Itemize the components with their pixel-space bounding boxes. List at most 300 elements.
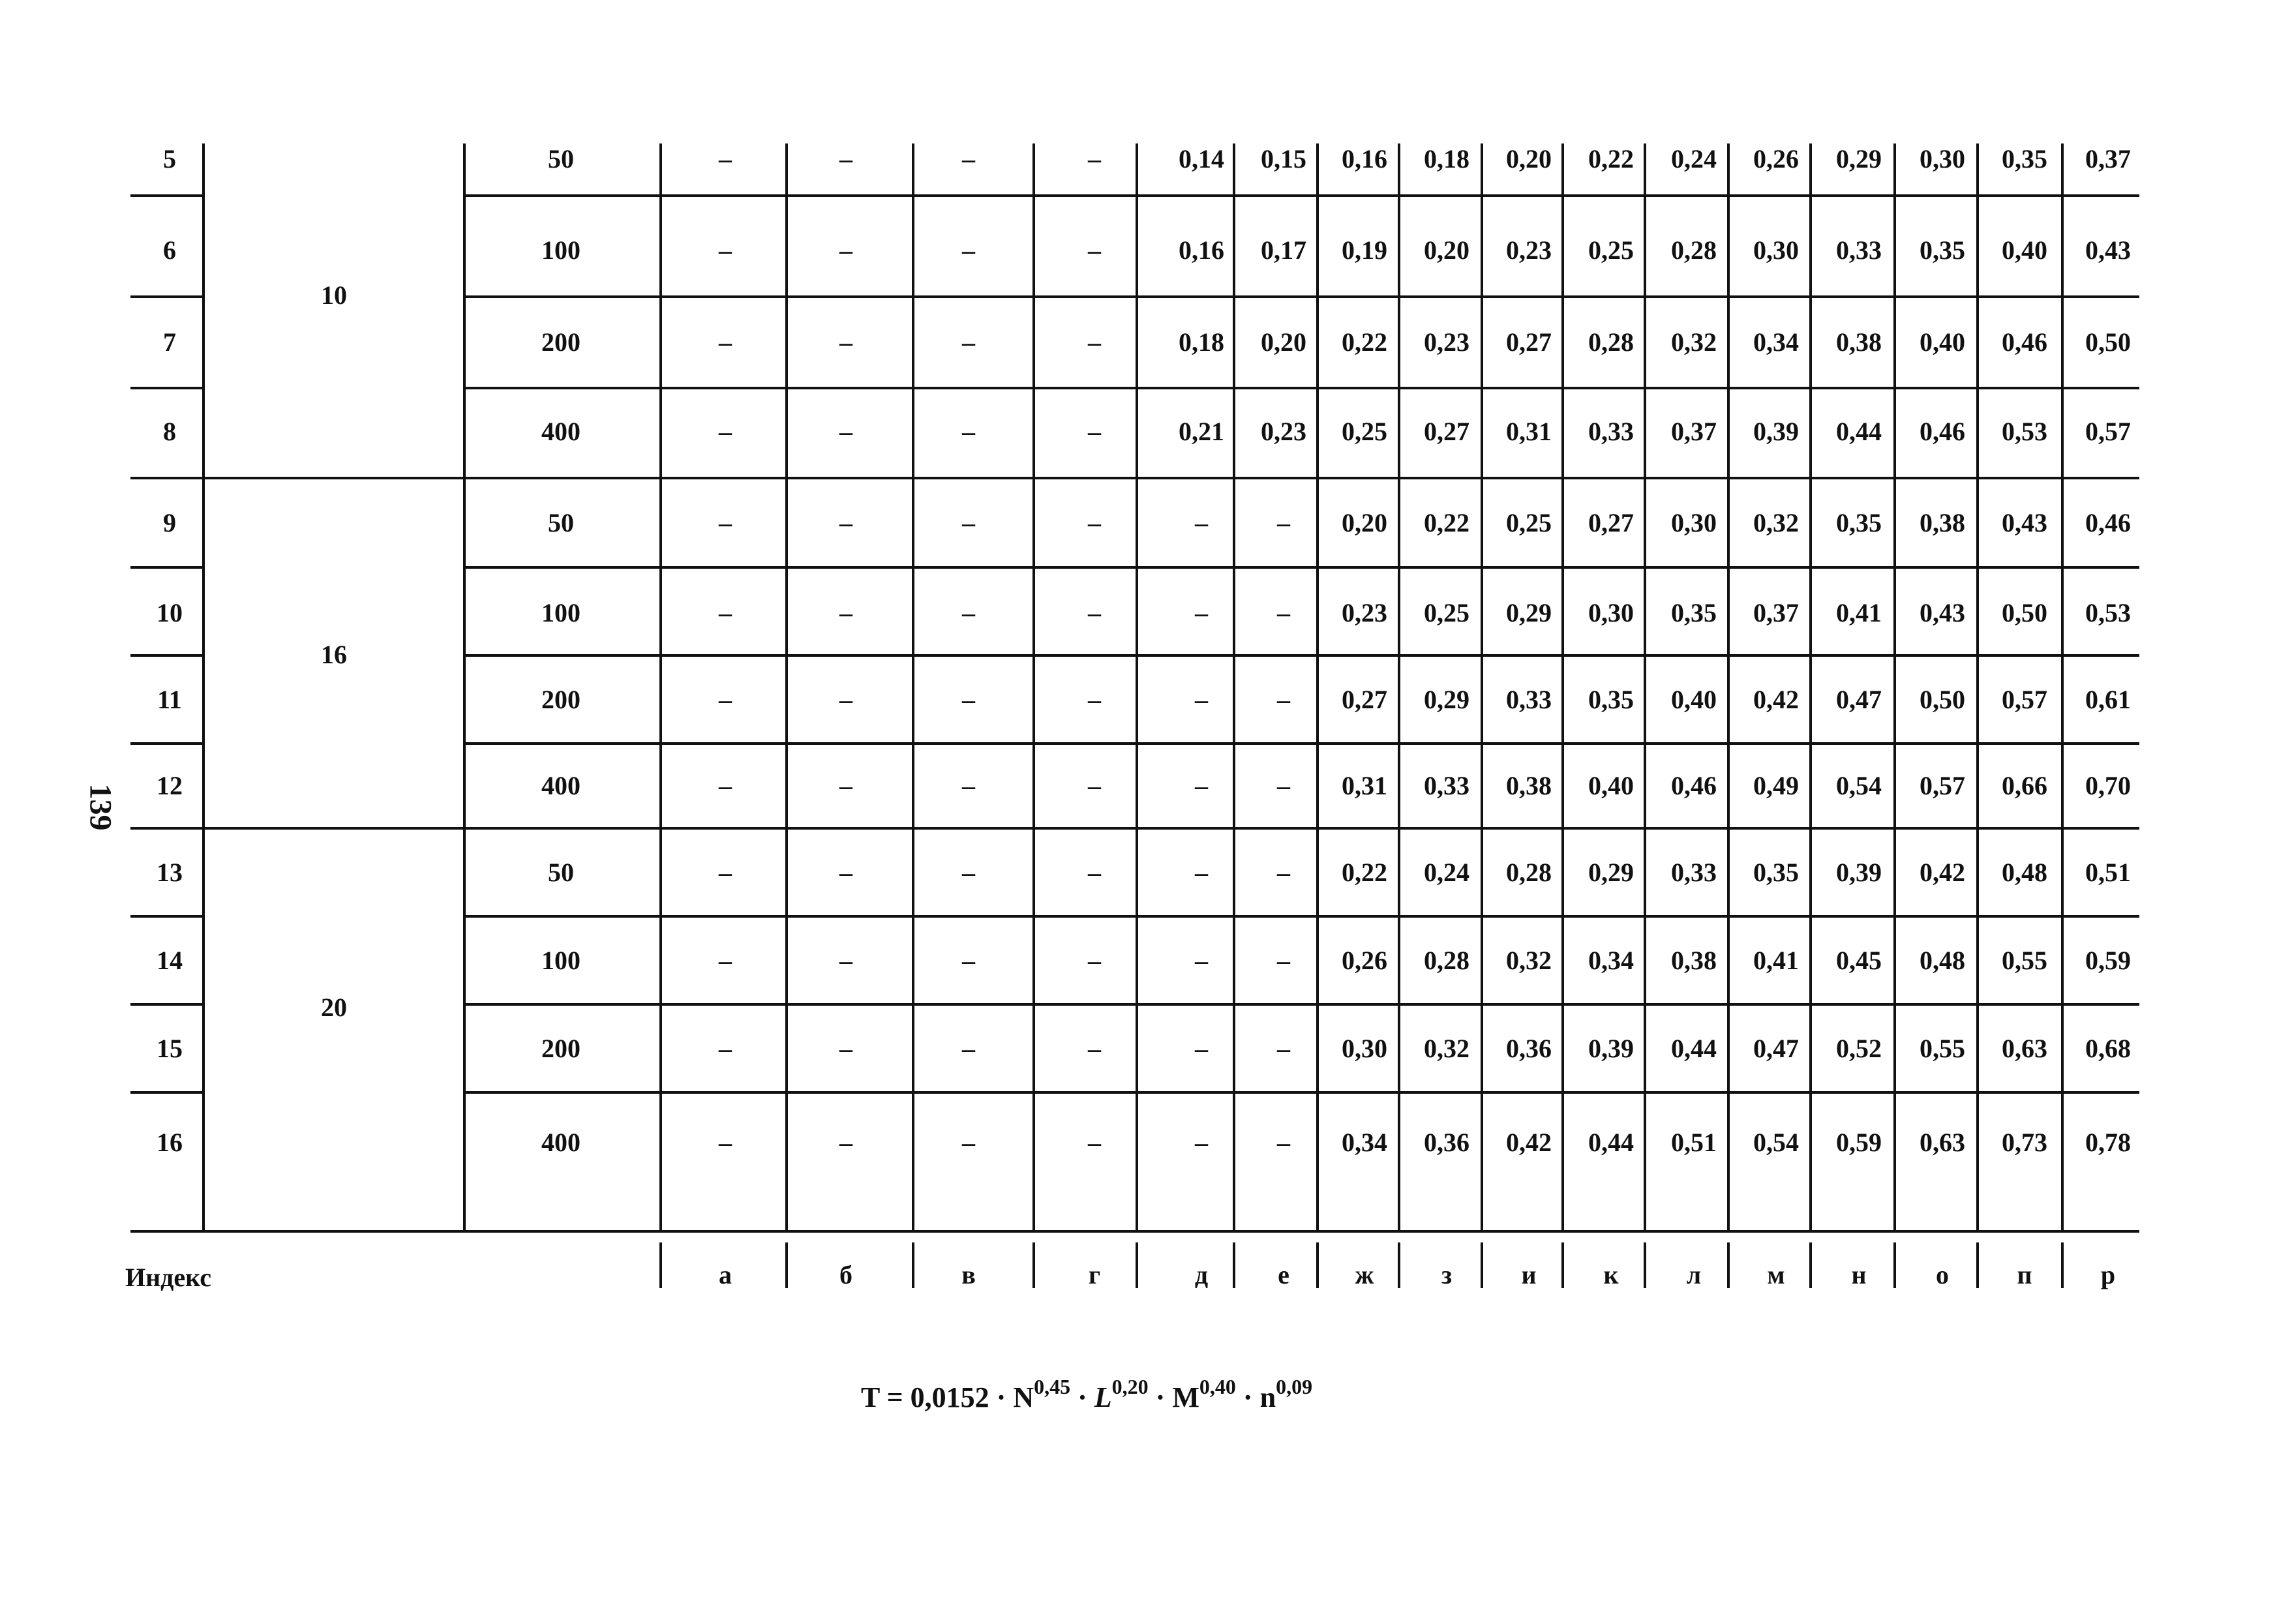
table-cell: – bbox=[962, 327, 975, 357]
row-number: 8 bbox=[163, 417, 176, 446]
column-divider bbox=[659, 143, 662, 1231]
table-cell: 0,27 bbox=[1506, 327, 1552, 357]
table-cell: 0,50 bbox=[2085, 327, 2131, 357]
table-cell: – bbox=[1277, 685, 1290, 714]
table-cell: 0,70 bbox=[2085, 771, 2131, 800]
row-value: 50 bbox=[548, 144, 574, 173]
row-value: 400 bbox=[541, 417, 580, 446]
table-cell: 0,25 bbox=[1588, 235, 1634, 265]
table-cell: 0,29 bbox=[1836, 144, 1882, 173]
table-cell: – bbox=[1195, 771, 1208, 800]
table-cell: 0,29 bbox=[1506, 598, 1552, 627]
table-cell: – bbox=[962, 508, 975, 537]
table-cell: – bbox=[1088, 508, 1101, 537]
table-cell: – bbox=[1277, 1128, 1290, 1157]
table-cell: 0,21 bbox=[1179, 417, 1224, 446]
table-cell: – bbox=[1195, 685, 1208, 714]
index-divider bbox=[1727, 1242, 1730, 1288]
table-cell: – bbox=[839, 598, 852, 627]
table-cell: 0,55 bbox=[2002, 946, 2047, 975]
table-cell: 0,16 bbox=[1179, 235, 1224, 265]
row-number: 5 bbox=[163, 144, 176, 173]
table-cell: – bbox=[1277, 946, 1290, 975]
table-cell: 0,19 bbox=[1342, 235, 1387, 265]
table-cell: 0,23 bbox=[1342, 598, 1387, 627]
table-cell: 0,20 bbox=[1424, 235, 1469, 265]
row-separator bbox=[464, 194, 2139, 197]
index-divider bbox=[1481, 1242, 1483, 1288]
table-cell: 0,42 bbox=[1920, 858, 1965, 887]
table-cell: – bbox=[1195, 858, 1208, 887]
index-letter: в bbox=[961, 1260, 976, 1289]
table-cell: 0,33 bbox=[1424, 771, 1469, 800]
table-cell: 0,40 bbox=[1588, 771, 1634, 800]
table-cell: 0,55 bbox=[1920, 1034, 1965, 1063]
table-cell: 0,57 bbox=[1920, 771, 1965, 800]
row-separator bbox=[464, 1003, 2139, 1006]
table-cell: 0,43 bbox=[1920, 598, 1965, 627]
table-cell: – bbox=[962, 235, 975, 265]
row-number: 14 bbox=[157, 946, 183, 975]
row-number: 11 bbox=[157, 685, 182, 714]
row-value: 100 bbox=[541, 946, 580, 975]
table-cell: 0,14 bbox=[1179, 144, 1224, 173]
table-cell: – bbox=[839, 771, 852, 800]
table-cell: 0,28 bbox=[1588, 327, 1634, 357]
table-cell: – bbox=[1088, 598, 1101, 627]
table-cell: – bbox=[1088, 1128, 1101, 1157]
column-divider bbox=[1809, 143, 1812, 1231]
table-cell: 0,37 bbox=[1753, 598, 1799, 627]
table-cell: 0,30 bbox=[1588, 598, 1634, 627]
table-cell: 0,68 bbox=[2085, 1034, 2131, 1063]
table-cell: 0,30 bbox=[1342, 1034, 1387, 1063]
formula-n-base: N bbox=[1013, 1381, 1034, 1413]
table-cell: 0,50 bbox=[1920, 685, 1965, 714]
row-separator bbox=[130, 1003, 203, 1006]
table-cell: – bbox=[719, 1034, 732, 1063]
row-number: 7 bbox=[163, 327, 176, 357]
table-cell: 0,35 bbox=[1588, 685, 1634, 714]
table-cell: 0,46 bbox=[2002, 327, 2047, 357]
index-letter: г bbox=[1088, 1260, 1101, 1289]
row-separator bbox=[130, 1091, 203, 1094]
table-cell: 0,37 bbox=[2085, 144, 2131, 173]
column-divider bbox=[1561, 143, 1564, 1231]
index-letter: и bbox=[1521, 1260, 1537, 1289]
table-cell: – bbox=[719, 946, 732, 975]
table-cell: 0,63 bbox=[2002, 1034, 2047, 1063]
table-cell: – bbox=[719, 1128, 732, 1157]
row-value: 400 bbox=[541, 1128, 580, 1157]
index-letter: р bbox=[2100, 1260, 2116, 1289]
row-number: 10 bbox=[157, 598, 183, 627]
table-cell: – bbox=[962, 685, 975, 714]
formula-n-exponent: 0,45 bbox=[1034, 1375, 1071, 1398]
row-separator bbox=[464, 742, 2139, 745]
row-separator bbox=[464, 654, 2139, 657]
formula-sep-1: · bbox=[1070, 1381, 1094, 1413]
table-cell: – bbox=[719, 508, 732, 537]
table-cell: 0,27 bbox=[1588, 508, 1634, 537]
table-cell: 0,54 bbox=[1836, 771, 1882, 800]
table-cell: 0,35 bbox=[1836, 508, 1882, 537]
table-cell: 0,47 bbox=[1753, 1034, 1799, 1063]
table-cell: 0,46 bbox=[1671, 771, 1717, 800]
table-cell: 0,25 bbox=[1424, 598, 1469, 627]
table-cell: 0,35 bbox=[1753, 858, 1799, 887]
table-cell: – bbox=[839, 235, 852, 265]
group-label: 20 bbox=[321, 993, 347, 1022]
index-divider bbox=[912, 1242, 914, 1288]
table-cell: 0,45 bbox=[1836, 946, 1882, 975]
table-cell: 0,44 bbox=[1588, 1128, 1634, 1157]
table-cell: – bbox=[962, 598, 975, 627]
table-cell: – bbox=[1277, 858, 1290, 887]
table-cell: 0,30 bbox=[1920, 144, 1965, 173]
table-cell: – bbox=[1195, 598, 1208, 627]
column-divider bbox=[1136, 143, 1138, 1231]
table-cell: 0,50 bbox=[2002, 598, 2047, 627]
table-cell: – bbox=[962, 144, 975, 173]
row-separator bbox=[464, 1091, 2139, 1094]
formula-coefficient: = 0,0152 · bbox=[879, 1381, 1014, 1413]
index-letter: н bbox=[1851, 1260, 1867, 1289]
column-divider bbox=[1398, 143, 1400, 1231]
table-cell: 0,38 bbox=[1836, 327, 1882, 357]
table-cell: 0,53 bbox=[2002, 417, 2047, 446]
row-value: 200 bbox=[541, 327, 580, 357]
table-cell: 0,48 bbox=[1920, 946, 1965, 975]
table-cell: 0,53 bbox=[2085, 598, 2131, 627]
table-cell: 0,66 bbox=[2002, 771, 2047, 800]
table-cell: – bbox=[1088, 1034, 1101, 1063]
table-cell: 0,30 bbox=[1753, 235, 1799, 265]
row-number: 12 bbox=[157, 771, 183, 800]
formula-p-exponent: 0,09 bbox=[1276, 1375, 1313, 1398]
table-cell: 0,33 bbox=[1588, 417, 1634, 446]
row-value: 400 bbox=[541, 771, 580, 800]
formula-m-base: M bbox=[1172, 1381, 1199, 1413]
table-cell: – bbox=[1088, 235, 1101, 265]
table-cell: – bbox=[1195, 508, 1208, 537]
index-letter: л bbox=[1686, 1260, 1702, 1289]
table-cell: 0,54 bbox=[1753, 1128, 1799, 1157]
index-divider bbox=[1233, 1242, 1235, 1288]
formula-l-exponent: 0,20 bbox=[1111, 1375, 1149, 1398]
index-divider bbox=[1136, 1242, 1138, 1288]
table-cell: – bbox=[1277, 771, 1290, 800]
table-cell: 0,49 bbox=[1753, 771, 1799, 800]
table-cell: 0,46 bbox=[1920, 417, 1965, 446]
formula bbox=[861, 1375, 1312, 1414]
table-cell: 0,36 bbox=[1506, 1034, 1552, 1063]
table-cell: 0,44 bbox=[1671, 1034, 1717, 1063]
table-cell: 0,51 bbox=[2085, 858, 2131, 887]
table-cell: – bbox=[839, 508, 852, 537]
index-divider bbox=[659, 1242, 662, 1288]
table-cell: 0,38 bbox=[1920, 508, 1965, 537]
table-cell: 0,41 bbox=[1836, 598, 1882, 627]
index-divider bbox=[1976, 1242, 1979, 1288]
table-cell: 0,40 bbox=[1671, 685, 1717, 714]
table-cell: 0,63 bbox=[1920, 1128, 1965, 1157]
table-cell: 0,37 bbox=[1671, 417, 1717, 446]
table-cell: 0,39 bbox=[1753, 417, 1799, 446]
table-cell: 0,78 bbox=[2085, 1128, 2131, 1157]
table-cell: 0,25 bbox=[1506, 508, 1552, 537]
table-cell: 0,36 bbox=[1424, 1128, 1469, 1157]
table-cell: 0,18 bbox=[1424, 144, 1469, 173]
table-cell: 0,26 bbox=[1753, 144, 1799, 173]
table-cell: 0,61 bbox=[2085, 685, 2131, 714]
table-cell: 0,41 bbox=[1753, 946, 1799, 975]
column-divider bbox=[1644, 143, 1646, 1231]
index-letter: з bbox=[1441, 1260, 1453, 1289]
table-cell: – bbox=[962, 771, 975, 800]
table-cell: 0,23 bbox=[1424, 327, 1469, 357]
row-number: 9 bbox=[163, 508, 176, 537]
table-cell: – bbox=[839, 1128, 852, 1157]
row-separator bbox=[464, 566, 2139, 569]
column-divider bbox=[1032, 143, 1035, 1231]
table-cell: 0,48 bbox=[2002, 858, 2047, 887]
row-value: 200 bbox=[541, 685, 580, 714]
formula-sep-2: · bbox=[1148, 1381, 1173, 1413]
index-letter: а bbox=[719, 1260, 732, 1289]
index-divider bbox=[1032, 1242, 1035, 1288]
table-cell: – bbox=[1195, 946, 1208, 975]
table-cell: 0,18 bbox=[1179, 327, 1224, 357]
table-cell: – bbox=[839, 946, 852, 975]
row-value: 50 bbox=[548, 508, 574, 537]
column-divider bbox=[1316, 143, 1319, 1231]
page-number: 139 bbox=[83, 783, 118, 831]
table-cell: 0,42 bbox=[1753, 685, 1799, 714]
table-cell: 0,35 bbox=[1920, 235, 1965, 265]
table-cell: 0,16 bbox=[1342, 144, 1387, 173]
table-cell: 0,73 bbox=[2002, 1128, 2047, 1157]
table-cell: 0,57 bbox=[2085, 417, 2131, 446]
table-cell: 0,34 bbox=[1588, 946, 1634, 975]
index-label: Индекс bbox=[125, 1263, 211, 1292]
table-cell: 0,52 bbox=[1836, 1034, 1882, 1063]
column-divider bbox=[912, 143, 914, 1231]
index-divider bbox=[1893, 1242, 1896, 1288]
table-cell: 0,20 bbox=[1261, 327, 1306, 357]
row-separator bbox=[464, 295, 2139, 298]
table-cell: – bbox=[962, 417, 975, 446]
table-cell: – bbox=[839, 417, 852, 446]
table-cell: 0,27 bbox=[1424, 417, 1469, 446]
table-cell: 0,35 bbox=[1671, 598, 1717, 627]
index-divider bbox=[1809, 1242, 1812, 1288]
table-cell: – bbox=[1088, 685, 1101, 714]
table-cell: – bbox=[1195, 1034, 1208, 1063]
table-cell: 0,39 bbox=[1588, 1034, 1634, 1063]
table-cell: 0,22 bbox=[1342, 858, 1387, 887]
row-separator bbox=[464, 387, 2139, 389]
table-cell: 0,17 bbox=[1261, 235, 1306, 265]
row-separator bbox=[130, 742, 203, 745]
table-cell: 0,34 bbox=[1753, 327, 1799, 357]
table-cell: 0,33 bbox=[1836, 235, 1882, 265]
table-cell: – bbox=[962, 1034, 975, 1063]
table-cell: 0,33 bbox=[1671, 858, 1717, 887]
table-cell: – bbox=[719, 327, 732, 357]
table-cell: – bbox=[1088, 946, 1101, 975]
table-cell: 0,29 bbox=[1588, 858, 1634, 887]
table-cell: – bbox=[719, 685, 732, 714]
table-cell: 0,44 bbox=[1836, 417, 1882, 446]
table-cell: 0,59 bbox=[2085, 946, 2131, 975]
table-cell: – bbox=[839, 858, 852, 887]
column-divider bbox=[1976, 143, 1979, 1231]
index-divider bbox=[785, 1242, 788, 1288]
table-cell: 0,47 bbox=[1836, 685, 1882, 714]
group-separator bbox=[130, 477, 2139, 479]
table-cell: – bbox=[719, 858, 732, 887]
index-divider bbox=[1398, 1242, 1400, 1288]
table-cell: 0,42 bbox=[1506, 1128, 1552, 1157]
table-cell: 0,30 bbox=[1671, 508, 1717, 537]
table-cell: 0,24 bbox=[1424, 858, 1469, 887]
row-value: 100 bbox=[541, 598, 580, 627]
row-value: 100 bbox=[541, 235, 580, 265]
table-cell: – bbox=[719, 598, 732, 627]
group-label: 16 bbox=[321, 639, 347, 669]
index-letter: к bbox=[1603, 1260, 1619, 1289]
table-cell: – bbox=[962, 946, 975, 975]
formula-l-base: L bbox=[1094, 1381, 1112, 1413]
row-number: 6 bbox=[163, 235, 176, 265]
table-cell: 0,59 bbox=[1836, 1128, 1882, 1157]
table-cell: 0,22 bbox=[1588, 144, 1634, 173]
table-cell: – bbox=[719, 235, 732, 265]
table-cell: 0,32 bbox=[1671, 327, 1717, 357]
table-cell: 0,26 bbox=[1342, 946, 1387, 975]
table-cell: 0,28 bbox=[1506, 858, 1552, 887]
table-cell: – bbox=[1088, 417, 1101, 446]
table-cell: 0,24 bbox=[1671, 144, 1717, 173]
table-cell: 0,22 bbox=[1342, 327, 1387, 357]
column-divider bbox=[1233, 143, 1235, 1231]
table-cell: – bbox=[1088, 771, 1101, 800]
group-label: 10 bbox=[321, 280, 347, 310]
table-cell: 0,32 bbox=[1506, 946, 1552, 975]
table-cell: 0,23 bbox=[1506, 235, 1552, 265]
table-cell: – bbox=[1088, 327, 1101, 357]
index-letter: м bbox=[1767, 1260, 1785, 1289]
table-cell: 0,43 bbox=[2085, 235, 2131, 265]
table-cell: 0,25 bbox=[1342, 417, 1387, 446]
table-cell: – bbox=[719, 144, 732, 173]
table-cell: – bbox=[719, 771, 732, 800]
table-cell: 0,20 bbox=[1506, 144, 1552, 173]
column-divider bbox=[1727, 143, 1730, 1231]
table-cell: 0,28 bbox=[1424, 946, 1469, 975]
index-letter: п bbox=[2017, 1260, 2032, 1289]
column-divider-group bbox=[463, 143, 466, 1231]
table-cell: – bbox=[839, 327, 852, 357]
index-letter: о bbox=[1936, 1260, 1949, 1289]
table-cell: – bbox=[1277, 508, 1290, 537]
group-separator bbox=[130, 827, 2139, 830]
group-separator bbox=[130, 1230, 2139, 1233]
formula-lhs: T bbox=[861, 1381, 880, 1413]
table-cell: 0,20 bbox=[1342, 508, 1387, 537]
column-divider-no bbox=[202, 143, 205, 1231]
index-divider bbox=[2061, 1242, 2064, 1288]
index-letter: ж bbox=[1355, 1260, 1374, 1289]
row-separator bbox=[130, 387, 203, 389]
table-cell: 0,31 bbox=[1342, 771, 1387, 800]
table-cell: 0,46 bbox=[2085, 508, 2131, 537]
table-cell: 0,57 bbox=[2002, 685, 2047, 714]
table-cell: – bbox=[839, 144, 852, 173]
table-cell: 0,15 bbox=[1261, 144, 1306, 173]
row-value: 50 bbox=[548, 858, 574, 887]
column-divider bbox=[1893, 143, 1896, 1231]
table-cell: – bbox=[1088, 144, 1101, 173]
table-cell: 0,32 bbox=[1424, 1034, 1469, 1063]
table-cell: – bbox=[719, 417, 732, 446]
table-cell: 0,22 bbox=[1424, 508, 1469, 537]
row-separator bbox=[130, 295, 203, 298]
table-cell: 0,40 bbox=[1920, 327, 1965, 357]
column-divider bbox=[1481, 143, 1483, 1231]
table-cell: – bbox=[1277, 1034, 1290, 1063]
table-cell: – bbox=[839, 685, 852, 714]
table-cell: 0,38 bbox=[1671, 946, 1717, 975]
table-cell: 0,43 bbox=[2002, 508, 2047, 537]
table-cell: – bbox=[962, 858, 975, 887]
table-cell: 0,32 bbox=[1753, 508, 1799, 537]
row-separator bbox=[464, 915, 2139, 918]
formula-m-exponent: 0,40 bbox=[1199, 1375, 1236, 1398]
index-divider bbox=[1316, 1242, 1319, 1288]
table-cell: 0,51 bbox=[1671, 1128, 1717, 1157]
table-cell: 0,23 bbox=[1261, 417, 1306, 446]
table-cell: – bbox=[1088, 858, 1101, 887]
index-letter: д bbox=[1194, 1260, 1209, 1289]
row-separator bbox=[130, 194, 203, 197]
table-cell: – bbox=[839, 1034, 852, 1063]
row-separator bbox=[130, 566, 203, 569]
index-letter: б bbox=[839, 1260, 852, 1289]
table-cell: 0,31 bbox=[1506, 417, 1552, 446]
index-divider bbox=[1561, 1242, 1564, 1288]
table-cell: 0,29 bbox=[1424, 685, 1469, 714]
column-divider bbox=[2061, 143, 2064, 1231]
table-cell: 0,27 bbox=[1342, 685, 1387, 714]
table-cell: 0,38 bbox=[1506, 771, 1552, 800]
row-number: 15 bbox=[157, 1034, 183, 1063]
table-cell: 0,33 bbox=[1506, 685, 1552, 714]
table-cell: 0,35 bbox=[2002, 144, 2047, 173]
table-cell: 0,28 bbox=[1671, 235, 1717, 265]
table-cell: 0,40 bbox=[2002, 235, 2047, 265]
row-separator bbox=[130, 654, 203, 657]
row-separator bbox=[130, 915, 203, 918]
column-divider bbox=[785, 143, 788, 1231]
row-number: 16 bbox=[157, 1128, 183, 1157]
formula-sep-3: · bbox=[1235, 1381, 1260, 1413]
index-letter: е bbox=[1278, 1260, 1289, 1289]
table-cell: 0,39 bbox=[1836, 858, 1882, 887]
index-divider bbox=[1644, 1242, 1646, 1288]
table-cell: – bbox=[1277, 598, 1290, 627]
